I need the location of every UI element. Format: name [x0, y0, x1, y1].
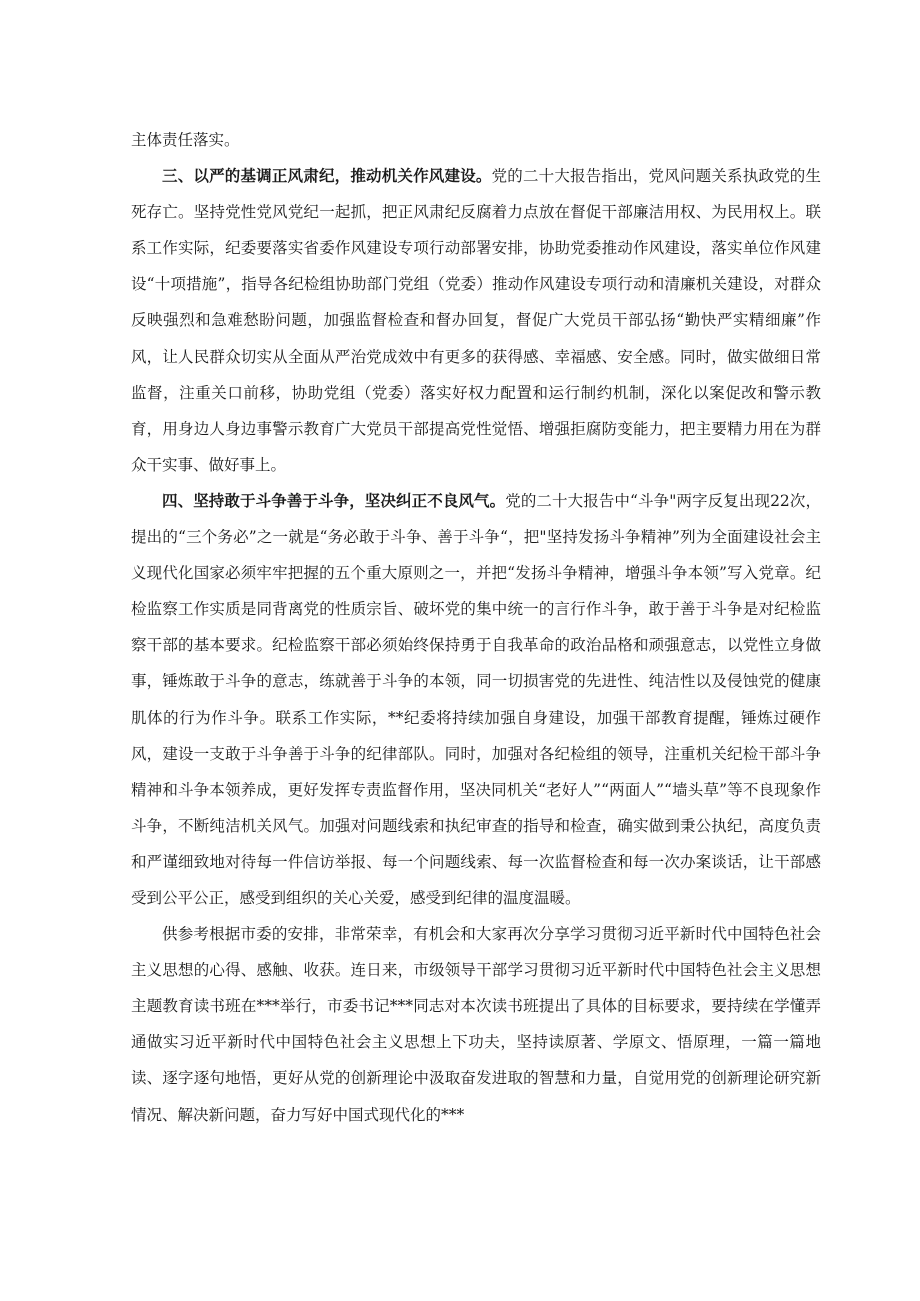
paragraph-text: 主体责任落实。	[131, 131, 240, 149]
paragraph-text: 党的二十大报告中“斗争"两字反复出现22次，提出的“三个务必”之一就是“务必敢于斗争、善于斗争“，把"坚持发扬斗争精神”列为全面建设社会主义现代化国家必须牢牢把握的五个重大原则之一，并把“发扬斗争精神，增强斗争本领”写入党章。纪检监察工作实质是同背离党的性质宗旨、破坏党的集中统一的言行作斗争，敢于善于斗争是对纪检监察干部的基本要求。纪检监察干部必须始终保持勇于自我革命的政治品格和顽强意志，以党性立身做事，锤炼敢于斗争的意志，练就善于斗争的本领，同一切损害党的先进性、纯洁性以及侵蚀党的健康肌体的行为作斗争。联系工作实际，**纪委将持续加强自身建设，加强干部教育提醒，锤炼过硬作风，建设一支敢于斗争善于斗争的纪律部队。同时，加强对各纪检组的领导，注重机关纪检干部斗争精神和斗争本领养成，更好发挥专责监督作用，坚决同机关“老好人”“两面人”“墙头草”等不良现象作斗争，不断纯洁机关风气。加强对问题线索和执纪审查的指导和检查，确实做到秉公执纪，高度负责和严谨细致地对待每一件信访举报、每一个问题线索、每一次监督检查和每一次办案谈话，让干部感受到公平公正，感受到组织的关心关爱，感受到纪律的温度温暖。	[131, 491, 821, 907]
paragraph-text: 党的二十大报告指出，党风问题关系执政党的生死存亡。坚持党性党风党纪一起抓，把正风肃纪反腐着力点放在督促干部廉洁用权、为民用权上。联系工作实际，纪委要落实省委作风建设专项行动部署安排，协助党委推动作风建设，落实单位作风建设“十项措施”，指导各纪检组协助部门党组（党委）推动作风建设专项行动和清廉机关建设，对群众反映强烈和急难愁盼问题，加强监督检查和督办回复，督促广大党员干部弘扬“勤快严实精细廉”作风，让人民群众切实从全面从严治党成效中有更多的获得感、幸福感、安全感。同时，做实做细日常监督，注重关口前移，协助党组（党委）落实好权力配置和运行制约机制，深化以案促改和警示教育，用身边人身边事警示教育广大党员干部提高党性觉悟、增强拒腐防变能力，把主要精力用在为群众干实事、做好事上。	[131, 167, 821, 474]
document-body	[131, 122, 821, 1133]
section-heading: 三、以严的基调正风肃纪，推动机关作风建设。	[162, 166, 492, 186]
paragraph-text: 供参考根据市委的安排，非常荣幸，有机会和大家再次分享学习贯彻习近平新时代中国特色社会主义思想的心得、感触、收获。连日来，市级领导干部学习贯彻习近平新时代中国特色社会主义思想主题教育读书班在***举行，市委书记***同志对本次读书班提出了具体的目标要求，要持续在学懂弄通做实习近平新时代中国特色社会主义思想上下功夫，坚持读原著、学原文、悟原理，一篇一篇地读、逐字逐句地悟，更好从党的创新理论中汲取奋发进取的智慧和力量，自觉用党的创新理论研究新情况、解决新问题，奋力写好中国式现代化的***	[131, 925, 821, 1124]
section-heading: 四、坚持敢于斗争善于斗争，坚决纠正不良风气。	[162, 490, 506, 510]
paragraph-section-four	[131, 483, 821, 916]
paragraph-section-three	[131, 158, 821, 483]
paragraph-reference	[131, 916, 821, 1133]
paragraph-continuation	[131, 122, 821, 158]
